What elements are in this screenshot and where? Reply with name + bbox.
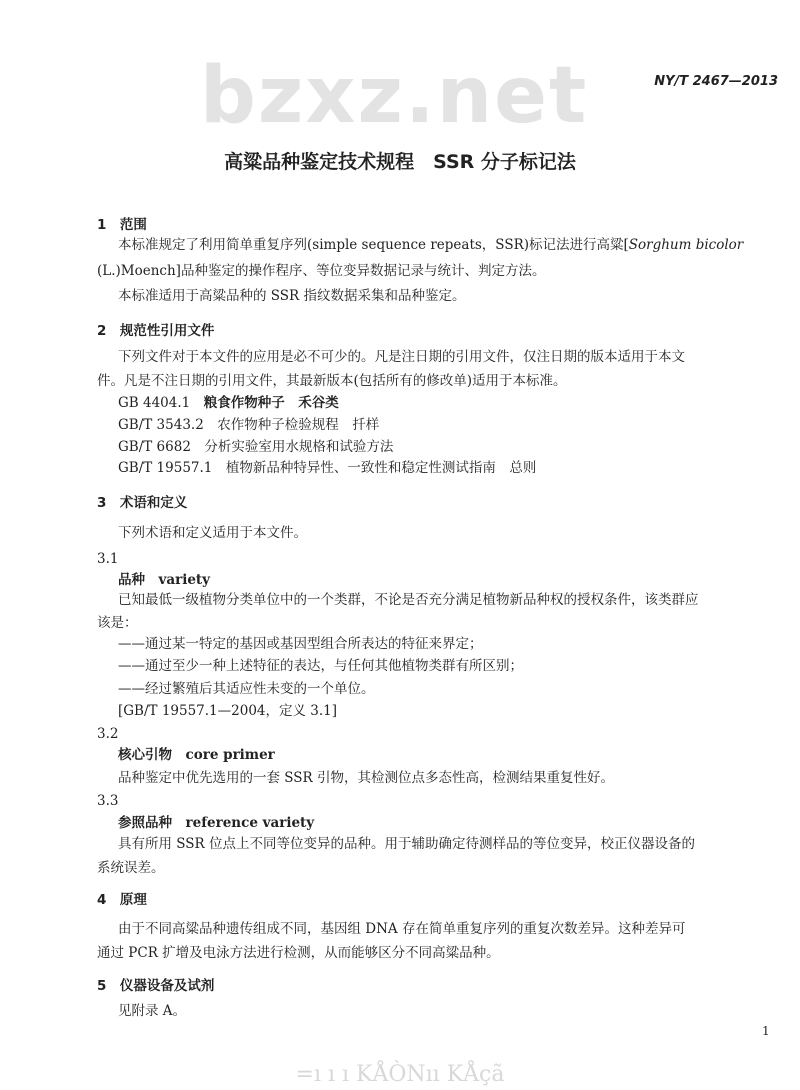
page-title: 高粱品种鉴定技术规程 SSR 分子标记法: [224, 151, 576, 173]
paragraph-line: 见附录 A。: [118, 1003, 187, 1019]
ref-code: GB 4404.1: [118, 395, 191, 411]
paragraph-line: 具有所用 SSR 位点上不同等位变异的品种。用于辅助确定待测样品的等位变异，校正仪器设备的: [118, 836, 696, 852]
paragraph-line: 系统误差。: [97, 860, 165, 876]
ref-name: 分析实验室用水规格和试验方法: [204, 439, 394, 455]
section-heading-1: 1 范围: [97, 217, 147, 233]
paragraph-line: 已知最低一级植物分类单位中的一个类群，不论是否充分满足植物新品种权的授权条件，该类群应: [118, 592, 699, 608]
page-number: 1: [762, 1024, 770, 1038]
section-heading-5: 5 仪器设备及试剂: [97, 978, 215, 994]
list-item: ——经过繁殖后其适应性未变的一个单位。: [118, 681, 375, 697]
term-title: 参照品种 reference variety: [118, 815, 315, 831]
text: 本标准规定了利用简单重复序列(simple sequence repeats，SSR)标记法进行高粱[: [118, 237, 629, 253]
paragraph-line: [118, 236, 743, 254]
paragraph-line: (L.)Moench]品种鉴定的操作程序、等位变异数据记录与统计、判定方法。: [97, 263, 546, 279]
paragraph-line: 该是：: [97, 615, 138, 631]
term-number: 3.3: [97, 793, 119, 809]
list-item: ——通过至少一种上述特征的表达，与任何其他植物类群有所区别；: [118, 658, 523, 674]
section-heading-2: 2 规范性引用文件: [97, 323, 215, 339]
term-title: 核心引物 core primer: [118, 747, 275, 763]
reference-item: [118, 459, 536, 477]
latin-name: Sorghum bicolor: [628, 237, 744, 253]
paragraph-line: 本标准适用于高粱品种的 SSR 指纹数据采集和品种鉴定。: [118, 288, 466, 304]
term-number: 3.1: [97, 551, 119, 567]
section-heading-4: 4 原理: [97, 892, 147, 908]
ref-name: 植物新品种特异性、一致性和稳定性测试指南 总则: [225, 460, 537, 476]
paragraph-line: 下列术语和定义适用于本文件。: [118, 525, 307, 541]
list-item: ——通过某一特定的基因或基因型组合所表达的特征来界定；: [118, 636, 483, 652]
watermark: bzxz.net: [200, 51, 589, 141]
ref-name: 粮食作物种子 禾谷类: [203, 395, 339, 411]
term-title: 品种 variety: [118, 572, 211, 588]
reference-item: [118, 394, 339, 412]
ref-code: GB/T 6682: [118, 439, 191, 455]
paragraph-line: 下列文件对于本文件的应用是必不可少的。凡是注日期的引用文件，仅注日期的版本适用于本文: [118, 349, 685, 365]
paragraph-line: 品种鉴定中优先选用的一套 SSR 引物，其检测位点多态性高，检测结果重复性好。: [118, 770, 615, 786]
standard-code: NY/T 2467—2013: [654, 74, 778, 89]
paragraph-line: 由于不同高粱品种遗传组成不同，基因组 DNA 存在简单重复序列的重复次数差异。这种差异可: [118, 921, 686, 937]
term-number: 3.2: [97, 726, 119, 742]
paragraph-line: 通过 PCR 扩增及电泳方法进行检测，从而能够区分不同高粱品种。: [97, 945, 500, 961]
reference-item: [118, 416, 379, 434]
ref-code: GB/T 19557.1: [118, 460, 213, 476]
paragraph-line: 件。凡是不注日期的引用文件，其最新版本(包括所有的修改单)适用于本标准。: [97, 373, 567, 389]
ref-name: 农作物种子检验规程 扦样: [217, 417, 380, 433]
section-heading-3: 3 术语和定义: [97, 495, 188, 511]
reference-item: [118, 438, 393, 456]
footer-watermark: =ı ı ı KÅÒNıı KÅçã: [295, 1062, 505, 1087]
term-source: [GB/T 19557.1—2004，定义 3.1]: [118, 703, 338, 719]
ref-code: GB/T 3543.2: [118, 417, 204, 433]
